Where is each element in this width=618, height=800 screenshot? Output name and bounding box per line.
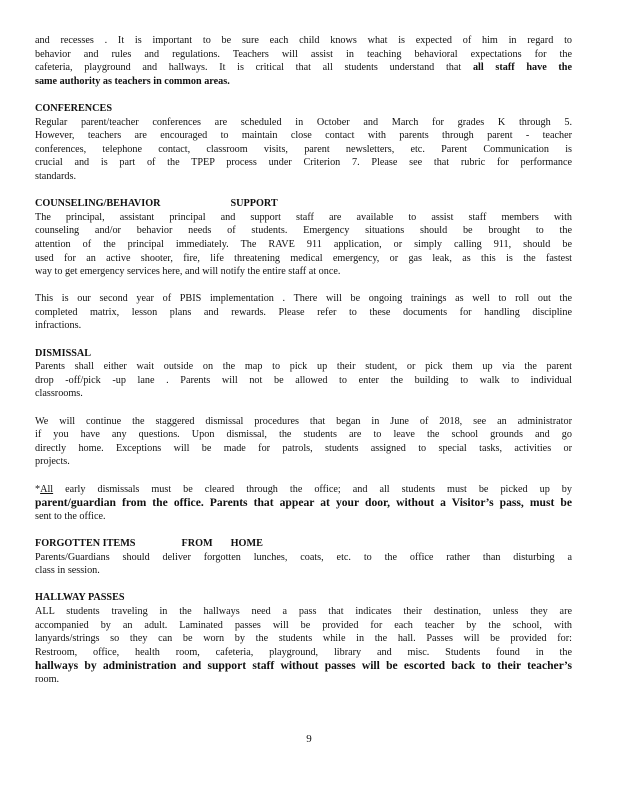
heading-part: COUNSELING/BEHAVIOR xyxy=(35,198,161,210)
text-line: way to get emergency services here, and will notify the entire staff at once. xyxy=(35,266,341,278)
text-line: drop -off/pick -up lane . Parents will not be allowed to enter the building to walk to individual xyxy=(35,374,572,386)
text-line: Parents/Guardians should deliver forgotten lunches, coats, etc. to the office rather than disturbing a xyxy=(35,551,572,563)
text-line: The principal, assistant principal and support staff are available to assist staff members with xyxy=(35,211,572,223)
section-heading: HALLWAY PASSES xyxy=(35,592,125,604)
text-line: if you have any questions. Upon dismissal, the students are to leave the school grounds and go xyxy=(35,429,572,441)
text-line: counseling and/or behavior needs of students. Emergency situations should be brought to the xyxy=(35,225,572,237)
counseling-section xyxy=(35,197,572,279)
text-line: However, teachers are encouraged to maintain close contact with parents through parent - teacher xyxy=(35,130,572,142)
text-line: accompanied by an adult. Laminated passes will be provided for each teacher by the school, with xyxy=(35,619,572,631)
section-heading xyxy=(35,197,572,211)
text-line: crucial and is part of the TPEP process under Criterion 7. Please see that rubric for performance xyxy=(35,157,572,169)
text-line: conferences, telephone contact, classroom visits, parent newsletters, etc. Parent Communication is xyxy=(35,143,572,155)
text-line: behavior and rules and regulations. Teachers will assist in teaching behavioral expectations for the xyxy=(35,48,572,60)
text-line: This is our second year of PBIS implementation . There will be ongoing trainings as well to roll out the xyxy=(35,293,572,305)
heading-part: HOME xyxy=(230,537,263,549)
text-segment: cafeteria, playground and hallways. It is critical that all students understand that xyxy=(35,62,473,74)
text-line: sent to the office. xyxy=(35,510,106,522)
text-line: projects. xyxy=(35,456,70,468)
text-line: used for an active shooter, fire, life threatening medical emergency, or gas leak, as this is the fastest xyxy=(35,252,572,264)
text-line: We will continue the staggered dismissal procedures that began in June of 2018, see an administrator xyxy=(35,415,572,427)
text-line: classrooms. xyxy=(35,388,83,400)
text-line: class in session. xyxy=(35,565,100,577)
text-line: Regular parent/teacher conferences are scheduled in October and March for grades K through 5. xyxy=(35,116,572,128)
text-line xyxy=(35,61,572,75)
heading-part: SUPPORT xyxy=(230,198,278,210)
text-line xyxy=(35,483,572,497)
text-line: Parents shall either wait outside on the map to pick up their student, or pick them up via the parent xyxy=(35,361,572,373)
text-line: lanyards/strings so they can be worn by the students while in the hall. Passes will be provided for: xyxy=(35,633,572,645)
page-number: 9 xyxy=(306,733,312,745)
text-segment: early dismissals must be cleared through the office; and all students must be picked up by xyxy=(53,483,572,495)
early-dismissal-paragraph xyxy=(35,483,572,524)
text-line: completed matrix, lesson plans and rewards. Please refer to these documents for handling discipline xyxy=(35,306,572,318)
text-line: infractions. xyxy=(35,320,82,332)
underlined-word: All xyxy=(40,483,54,495)
emphasis-text: all staff have the xyxy=(472,62,572,74)
dismissal-section xyxy=(35,347,572,401)
heading-part: FROM xyxy=(181,537,213,549)
section-heading xyxy=(35,537,572,551)
hallway-passes-section xyxy=(35,591,572,686)
section-heading: DISMISSAL xyxy=(35,347,92,359)
text-line: attention of the principal immediately. The RAVE 911 application, or simply calling 911, should be xyxy=(35,238,572,250)
emphasis-line: parent/guardian from the office. Parents that appear at your door, without a Visitor’s pass, must be xyxy=(35,496,572,510)
heading-part: FORGOTTEN ITEMS xyxy=(35,537,136,549)
text-line: and recesses . It is important to be sure each child knows what is expected of him in regard to xyxy=(35,35,572,46)
forgotten-items-section xyxy=(35,537,572,578)
text-line: standards. xyxy=(35,170,77,182)
text-line: directly home. Exceptions will be made for patrols, students assigned to special tasks, activities or xyxy=(35,442,572,454)
emphasis-line: hallways by administration and support staff without passes will be escorted back to their teacher’s xyxy=(35,659,572,673)
section-heading: CONFERENCES xyxy=(35,102,112,114)
emphasis-line: same authority as teachers in common areas. xyxy=(35,75,230,87)
conferences-section xyxy=(35,102,572,184)
text-line: room. xyxy=(35,673,60,685)
asterisk-mark: * xyxy=(35,483,41,495)
text-line: ALL students traveling in the hallways need a pass that indicates their destination, unless they are xyxy=(35,605,572,617)
text-line: Restroom, office, health room, cafeteria, playground, library and misc. Students found in the xyxy=(35,646,572,658)
document-page xyxy=(35,34,572,700)
staggered-dismissal-paragraph xyxy=(35,415,572,469)
pbis-paragraph xyxy=(35,292,572,333)
intro-paragraph xyxy=(35,34,572,88)
